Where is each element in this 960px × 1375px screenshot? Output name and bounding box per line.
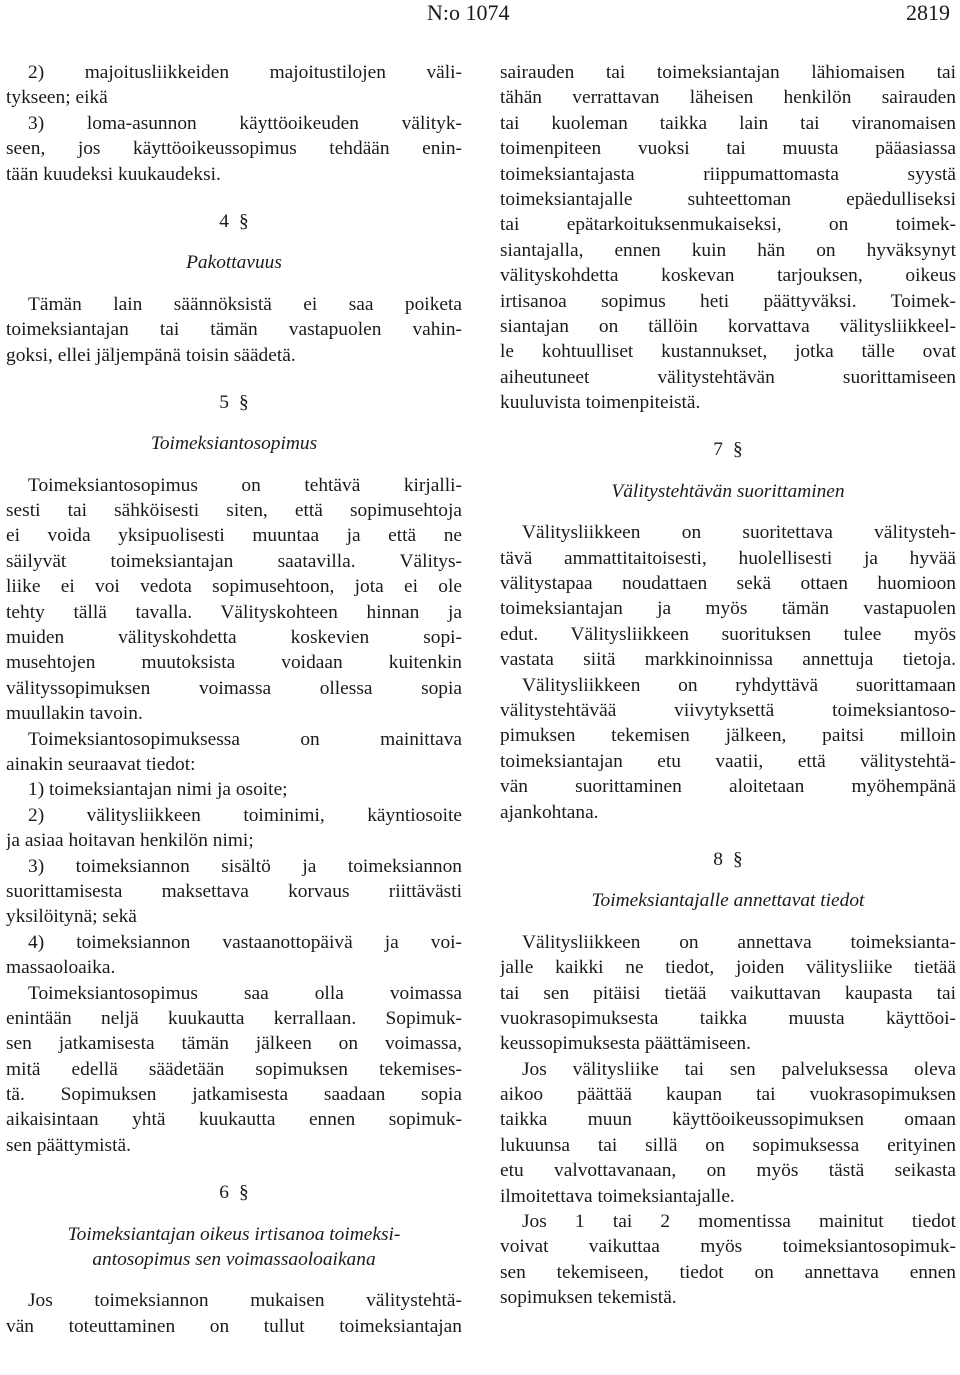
page-number: 2819 [906,0,950,25]
text-line: le kohtuulliset kustannukset, jotka tälle ovat [500,341,956,363]
text-line: taikka muun käyttöoikeussopimuksen omaan [500,1109,956,1131]
spacer [6,1206,462,1222]
spacer [6,276,462,292]
text-line: sen tekemiseen, tiedot on annettava ennen [500,1261,956,1283]
text-line: 4) toimeksiannon vastaanottopäivä ja voi- [28,931,462,953]
text-line: ajankohtana. [500,801,599,823]
section-sign: § [733,848,743,870]
text-line: välitystapaa noudattaen sekä ottaen huomioon [500,573,956,595]
text-line: Jos välitysliike tai sen palveluksessa oleva [522,1058,956,1080]
text-line: ja asiaa hoitavan henkilön nimi; [6,830,254,852]
text-line: välityssopimuksen voimassa ollessa sopia [6,677,462,699]
section-number [500,437,956,462]
section-heading: Pakottavuus [186,252,282,274]
text-line: ilmoitettava toimeksiantajalle. [500,1185,735,1207]
text-line: vän toteuttaminen on tullut toimeksiantajan [6,1315,462,1337]
left-text-column [6,60,462,1339]
section-heading: Toimeksiantosopimus [150,433,318,455]
text-line: välityskohdetta koskevan tarjouksen, oikeus [500,265,956,287]
text-line: musehtojen muutoksista voidaan kuitenkin [6,652,462,674]
spacer [500,914,956,930]
text-line: muullakin tavoin. [6,703,143,725]
text-line: edut. Välitysliikkeen suorituksen tulee myös [500,623,956,645]
text-line: jalle kaikki ne tiedot, joiden välitysliike tietää [500,957,956,979]
section-heading: Toimeksiantajalle annettavat tiedot [591,890,865,912]
spacer [6,457,462,473]
text-line: liike ei voi vedota sopimusehtoon, jota ei ole [6,576,462,598]
text-line: tään kuudeksi kuukaudeksi. [6,163,221,185]
text-line: vastata siitä markkinoinnissa annettuja tietoja. [500,649,956,671]
text-line: vuokrasopimuksesta taikka muusta käyttöoi- [500,1007,956,1029]
text-line: suorittamisesta maksettava korvaus riittävästi [6,880,462,902]
spacer [6,234,462,250]
text-line: välitystehtävää viivytyksettä toimeksiantoso- [500,699,956,721]
text-line: toimeksiantajasta riippumattomasta syystä [500,163,956,185]
text-line: toimeksiantajalle suhteettoman epäedulliseksi [500,188,956,210]
text-line: Toimeksiantosopimus saa olla voimassa [28,982,462,1004]
text-line: 1) toimeksiantajan nimi ja osoite; [28,779,288,801]
document-number: N:o 1074 [427,0,510,25]
text-line: Välitysliikkeen on ryhdyttävä suorittamaan [522,674,956,696]
section-number-value: 8 [713,848,723,870]
text-line: tykseen; eikä [6,87,108,109]
right-text-column [500,60,956,1311]
text-line: lukuunsa tai sillä on sopimuksessa erityinen [500,1134,956,1156]
text-line: mitä edellä säädetään sopimuksen tekemises- [6,1058,462,1080]
section-number [6,209,462,234]
section-number-value: 6 [219,1182,229,1204]
page-header [0,0,960,30]
text-line: keussopimuksesta päättämiseen. [500,1033,751,1055]
spacer [6,415,462,431]
text-line: säilyvät toimeksiantajan saatavilla. Välitys- [6,550,462,572]
text-line: seen, jos käyttöoikeussopimus tehdään enin- [6,138,462,160]
text-line: yksilöitynä; sekä [6,906,137,928]
text-line: pimuksen tekemisen jälkeen, paitsi milloin [500,725,956,747]
text-line: tai epätarkoituksenmukaiseksi, on toimek- [500,214,956,236]
text-line: Välitysliikkeen on suoritettava välitysteh- [522,522,956,544]
text-line: siantajan on tällöin korvattava välitysliikkeel- [500,315,956,337]
text-line: ei voida yksipuolisesti muuntaa ja että ne [6,525,462,547]
section-sign: § [239,1182,249,1204]
spacer [500,415,956,437]
section-number [6,1180,462,1205]
spacer [6,1272,462,1288]
text-line: sen päättymistä. [6,1134,131,1156]
spacer [6,368,462,390]
text-line: tai kuoleman taikka lain tai viranomaisen [500,112,956,134]
text-line: 3) toimeksiannon sisältö ja toimeksiannon [28,855,462,877]
text-line: Tämän lain säännöksistä ei saa poiketa [28,293,462,315]
text-line: goksi, ellei jäljempänä toisin säädetä. [6,344,296,366]
section-number-value: 4 [219,210,229,232]
text-line: sopimuksen tekemistä. [500,1287,677,1309]
text-line: voivat vaikuttaa myös toimeksiantosopimuk- [500,1236,956,1258]
text-line: aikoo päättää kaupan tai vuokrasopimuksen [500,1084,956,1106]
text-line: toimeksiantajan tai tämän vastapuolen vahin- [6,319,462,341]
text-line: 2) välitysliikkeen toiminimi, käyntiosoite [28,804,462,826]
text-line: siantajalla, ennen kuin hän on hyväksynyt [500,239,956,261]
section-heading: antosopimus sen voimassaoloaikana [92,1249,376,1271]
text-line: sesti tai sähköisesti siten, että sopimusehtoja [6,500,462,522]
section-number-value: 7 [713,439,723,461]
text-line: sairauden tai toimeksiantajan lähiomaisen tai [500,62,956,83]
text-line: tä. Sopimuksen jatkamisesta saadaan sopia [6,1084,462,1106]
text-line: Jos 1 tai 2 momentissa mainitut tiedot [522,1211,956,1233]
text-line: tehty tällä tavalla. Välityskohteen hinnan ja [6,601,462,623]
text-line: 2) majoitusliikkeiden majoitustilojen väli- [28,62,462,83]
text-line: toimeksiantajan ja myös tämän vastapuolen [500,598,956,620]
text-line: tävä ammattitaitoisesti, huolellisesti ja hyvää [500,547,956,569]
text-line: Välitysliikkeen on annettava toimeksianta- [522,931,956,953]
spacer [6,187,462,209]
text-line: muiden välityskohdetta koskevien sopi- [6,627,462,649]
text-line: tähän verrattavan läheisen henkilön sairauden [500,87,956,109]
section-sign: § [239,391,249,413]
spacer [500,504,956,520]
text-line: irtisanoa sopimus heti päättyväksi. Toimek- [500,290,956,312]
section-sign: § [239,210,249,232]
text-line: Jos toimeksiannon mukaisen välitystehtä- [28,1290,462,1312]
text-line: sen jatkamisesta tämän jälkeen on voimassa, [6,1033,462,1055]
text-line: etu valvottavanaan, on myös tästä seikasta [500,1160,956,1182]
spacer [500,825,956,847]
spacer [500,463,956,479]
section-heading: Toimeksiantajan oikeus irtisanoa toimeksi- [67,1223,401,1245]
text-line: kuuluvista toimenpiteistä. [500,392,701,414]
spacer [6,1158,462,1180]
text-line: massaoloaika. [6,957,116,979]
section-number [6,390,462,415]
section-heading: Välitystehtävän suorittaminen [611,480,845,502]
text-line: Toimeksiantosopimuksessa on mainittava [28,728,462,750]
text-line: 3) loma-asunnon käyttöoikeuden välityk- [28,112,462,134]
text-line: vän suorittaminen aloitetaan myöhempänä [500,776,956,798]
text-line: Toimeksiantosopimus on tehtävä kirjalli- [28,474,462,496]
section-sign: § [733,439,743,461]
section-number [500,847,956,872]
text-line: aikaisintaan yhtä kuukautta ennen sopimuk- [6,1109,462,1131]
text-line: toimeksiantajan etu vaatii, että välitystehtä- [500,750,956,772]
text-line: aiheutuneet välitystehtävän suorittamiseen [500,366,956,388]
spacer [500,872,956,888]
text-line: toimenpiteen vuoksi tai muusta pääasiassa [500,138,956,160]
section-number-value: 5 [219,391,229,413]
text-line: enintään neljä kuukautta kerrallaan. Sopimuk- [6,1007,462,1029]
text-line: ainakin seuraavat tiedot: [6,753,196,775]
text-line: tai sen pitäisi tietää vaikuttavan kaupasta tai [500,982,956,1004]
